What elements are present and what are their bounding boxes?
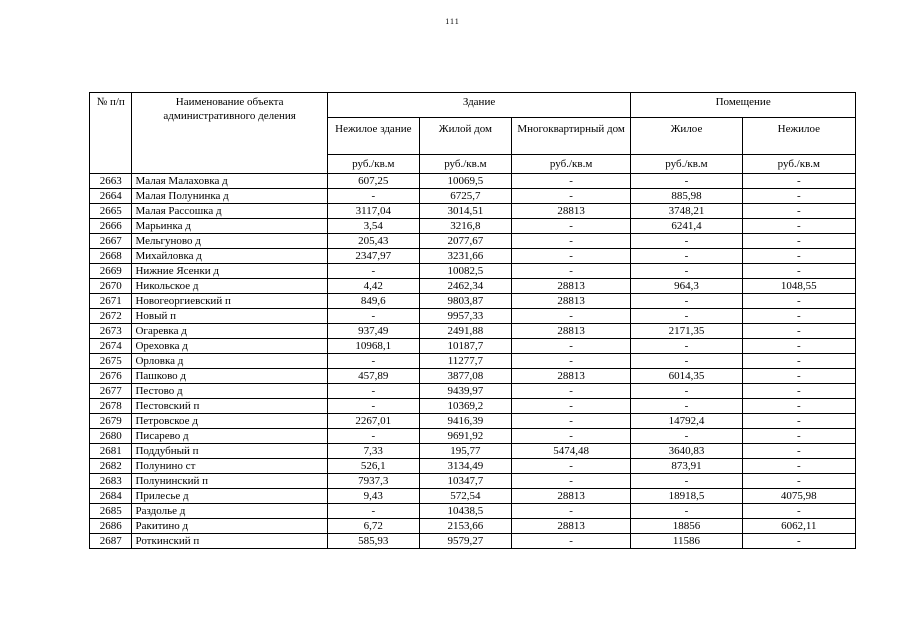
nonres-building-cost: 526,1 <box>327 459 419 474</box>
table-row <box>90 189 856 204</box>
nonres-building-cost: 3117,04 <box>327 204 419 219</box>
nonres-room-cost: - <box>742 339 855 354</box>
residential-room-cost: 11586 <box>631 534 742 549</box>
apartment-building-cost: - <box>511 399 630 414</box>
table-body <box>90 174 856 549</box>
residential-house-cost: 10438,5 <box>419 504 511 519</box>
nonres-room-cost: 6062,11 <box>742 519 855 534</box>
nonres-building-cost: 585,93 <box>327 534 419 549</box>
residential-room-cost: - <box>631 249 742 264</box>
row-number: 2665 <box>90 204 132 219</box>
nonres-building-cost: 7,33 <box>327 444 419 459</box>
residential-room-cost: - <box>631 174 742 189</box>
row-number: 2676 <box>90 369 132 384</box>
residential-house-cost: 2077,67 <box>419 234 511 249</box>
apartment-building-cost: - <box>511 249 630 264</box>
row-number: 2663 <box>90 174 132 189</box>
nonres-room-cost: 4075,98 <box>742 489 855 504</box>
residential-house-cost: 2462,34 <box>419 279 511 294</box>
residential-house-cost: 9579,27 <box>419 534 511 549</box>
nonres-room-cost: - <box>742 174 855 189</box>
residential-house-cost: 11277,7 <box>419 354 511 369</box>
unit-label: руб./кв.м <box>327 155 419 174</box>
table-row <box>90 294 856 309</box>
object-name: Малая Рассошка д <box>132 204 327 219</box>
residential-room-cost: - <box>631 474 742 489</box>
residential-house-cost: 572,54 <box>419 489 511 504</box>
object-name: Михайловка д <box>132 249 327 264</box>
residential-room-cost: - <box>631 339 742 354</box>
nonres-building-cost: - <box>327 264 419 279</box>
residential-room-cost: 885,98 <box>631 189 742 204</box>
nonres-building-cost: 6,72 <box>327 519 419 534</box>
object-name: Пашково д <box>132 369 327 384</box>
table-row <box>90 279 856 294</box>
table-row <box>90 324 856 339</box>
unit-label: руб./кв.м <box>742 155 855 174</box>
table-row <box>90 489 856 504</box>
object-name: Пестовский п <box>132 399 327 414</box>
residential-house-cost: 9439,97 <box>419 384 511 399</box>
residential-house-cost: 10069,5 <box>419 174 511 189</box>
residential-room-cost: 18918,5 <box>631 489 742 504</box>
residential-house-cost: 10347,7 <box>419 474 511 489</box>
object-name: Поддубный п <box>132 444 327 459</box>
apartment-building-cost: - <box>511 414 630 429</box>
object-name: Полунино ст <box>132 459 327 474</box>
nonres-room-cost: - <box>742 324 855 339</box>
residential-room-cost: - <box>631 354 742 369</box>
residential-room-cost: - <box>631 504 742 519</box>
row-number: 2670 <box>90 279 132 294</box>
apartment-building-cost: - <box>511 264 630 279</box>
col-header-name: Наименование объекта административного деления <box>132 93 327 174</box>
residential-room-cost: 2171,35 <box>631 324 742 339</box>
residential-house-cost: 10187,7 <box>419 339 511 354</box>
nonres-room-cost: - <box>742 189 855 204</box>
row-number: 2672 <box>90 309 132 324</box>
apartment-building-cost: 28813 <box>511 279 630 294</box>
row-number: 2687 <box>90 534 132 549</box>
residential-room-cost: 14792,4 <box>631 414 742 429</box>
residential-house-cost: 3877,08 <box>419 369 511 384</box>
table-row <box>90 249 856 264</box>
row-number: 2680 <box>90 429 132 444</box>
residential-house-cost: 9416,39 <box>419 414 511 429</box>
residential-house-cost: 3134,49 <box>419 459 511 474</box>
nonres-building-cost: - <box>327 309 419 324</box>
nonres-building-cost: 2347,97 <box>327 249 419 264</box>
residential-room-cost: - <box>631 429 742 444</box>
apartment-building-cost: - <box>511 474 630 489</box>
nonres-room-cost: - <box>742 414 855 429</box>
residential-house-cost: 195,77 <box>419 444 511 459</box>
nonres-room-cost: - <box>742 369 855 384</box>
nonres-room-cost: - <box>742 249 855 264</box>
table-row <box>90 354 856 369</box>
page-number: 111 <box>445 17 460 26</box>
nonres-room-cost: 1048,55 <box>742 279 855 294</box>
residential-house-cost: 2153,66 <box>419 519 511 534</box>
residential-house-cost: 10082,5 <box>419 264 511 279</box>
residential-room-cost: - <box>631 264 742 279</box>
row-number: 2678 <box>90 399 132 414</box>
unit-label: руб./кв.м <box>419 155 511 174</box>
nonres-building-cost: 849,6 <box>327 294 419 309</box>
nonres-room-cost: - <box>742 399 855 414</box>
residential-house-cost: 3014,51 <box>419 204 511 219</box>
nonres-room-cost: - <box>742 459 855 474</box>
table-row <box>90 399 856 414</box>
nonres-room-cost: - <box>742 504 855 519</box>
row-number: 2679 <box>90 414 132 429</box>
col-header-nonres-building: Нежилое здание <box>327 118 419 155</box>
nonres-room-cost: - <box>742 309 855 324</box>
residential-room-cost: - <box>631 309 742 324</box>
residential-room-cost: 964,3 <box>631 279 742 294</box>
col-header-number: № п/п <box>90 93 132 174</box>
row-number: 2674 <box>90 339 132 354</box>
residential-room-cost: 3748,21 <box>631 204 742 219</box>
residential-room-cost: 873,91 <box>631 459 742 474</box>
residential-room-cost: 6241,4 <box>631 219 742 234</box>
row-number: 2664 <box>90 189 132 204</box>
row-number: 2675 <box>90 354 132 369</box>
row-number: 2668 <box>90 249 132 264</box>
residential-house-cost: 10369,2 <box>419 399 511 414</box>
nonres-building-cost: - <box>327 384 419 399</box>
row-number: 2682 <box>90 459 132 474</box>
table-row <box>90 429 856 444</box>
table-row <box>90 384 856 399</box>
col-header-residential-house: Жилой дом <box>419 118 511 155</box>
residential-house-cost: 2491,88 <box>419 324 511 339</box>
nonres-room-cost: - <box>742 204 855 219</box>
nonres-room-cost: - <box>742 534 855 549</box>
apartment-building-cost: - <box>511 534 630 549</box>
apartment-building-cost: 28813 <box>511 204 630 219</box>
nonres-building-cost: - <box>327 399 419 414</box>
nonres-building-cost: 7937,3 <box>327 474 419 489</box>
table-row <box>90 459 856 474</box>
nonres-building-cost: - <box>327 504 419 519</box>
group-header-room: Помещение <box>631 93 856 118</box>
nonres-building-cost: 4,42 <box>327 279 419 294</box>
residential-house-cost: 3216,8 <box>419 219 511 234</box>
object-name: Огаревка д <box>132 324 327 339</box>
nonres-room-cost: - <box>742 429 855 444</box>
apartment-building-cost: - <box>511 174 630 189</box>
table-row <box>90 534 856 549</box>
apartment-building-cost: - <box>511 459 630 474</box>
table-row <box>90 234 856 249</box>
nonres-building-cost: - <box>327 354 419 369</box>
object-name: Мельгуново д <box>132 234 327 249</box>
apartment-building-cost: 28813 <box>511 489 630 504</box>
nonres-building-cost: 607,25 <box>327 174 419 189</box>
table-row <box>90 504 856 519</box>
nonres-building-cost: - <box>327 189 419 204</box>
table-row <box>90 309 856 324</box>
apartment-building-cost: 28813 <box>511 324 630 339</box>
apartment-building-cost: 28813 <box>511 519 630 534</box>
apartment-building-cost: - <box>511 189 630 204</box>
residential-house-cost: 9957,33 <box>419 309 511 324</box>
apartment-building-cost: 28813 <box>511 369 630 384</box>
object-name: Новый п <box>132 309 327 324</box>
nonres-building-cost: 10968,1 <box>327 339 419 354</box>
object-name: Пестово д <box>132 384 327 399</box>
row-number: 2666 <box>90 219 132 234</box>
nonres-building-cost: 205,43 <box>327 234 419 249</box>
object-name: Петровское д <box>132 414 327 429</box>
residential-house-cost: 3231,66 <box>419 249 511 264</box>
unit-label: руб./кв.м <box>631 155 742 174</box>
object-name: Ореховка д <box>132 339 327 354</box>
residential-house-cost: 9803,87 <box>419 294 511 309</box>
nonres-building-cost: 2267,01 <box>327 414 419 429</box>
nonres-room-cost: - <box>742 219 855 234</box>
nonres-room-cost: - <box>742 444 855 459</box>
object-name: Малая Полунинка д <box>132 189 327 204</box>
row-number: 2669 <box>90 264 132 279</box>
residential-room-cost: - <box>631 234 742 249</box>
table-row <box>90 204 856 219</box>
nonres-room-cost: - <box>742 264 855 279</box>
object-name: Прилесье д <box>132 489 327 504</box>
object-name: Нижние Ясенки д <box>132 264 327 279</box>
residential-room-cost: - <box>631 384 742 399</box>
residential-room-cost: - <box>631 294 742 309</box>
group-header-building: Здание <box>327 93 631 118</box>
object-name: Никольское д <box>132 279 327 294</box>
col-header-residential-room: Жилое <box>631 118 742 155</box>
table-row <box>90 474 856 489</box>
apartment-building-cost: 5474,48 <box>511 444 630 459</box>
apartment-building-cost: - <box>511 234 630 249</box>
object-name: Марьинка д <box>132 219 327 234</box>
table-row <box>90 174 856 189</box>
table-row <box>90 444 856 459</box>
table-row <box>90 339 856 354</box>
nonres-building-cost: 9,43 <box>327 489 419 504</box>
nonres-building-cost: 457,89 <box>327 369 419 384</box>
unit-label: руб./кв.м <box>511 155 630 174</box>
table-row <box>90 369 856 384</box>
object-name: Писарево д <box>132 429 327 444</box>
residential-house-cost: 6725,7 <box>419 189 511 204</box>
apartment-building-cost: - <box>511 219 630 234</box>
apartment-building-cost: - <box>511 339 630 354</box>
row-number: 2683 <box>90 474 132 489</box>
row-number: 2673 <box>90 324 132 339</box>
residential-house-cost: 9691,92 <box>419 429 511 444</box>
apartment-building-cost: 28813 <box>511 294 630 309</box>
object-name: Раздолье д <box>132 504 327 519</box>
row-number: 2667 <box>90 234 132 249</box>
apartment-building-cost: - <box>511 384 630 399</box>
object-name: Полунинский п <box>132 474 327 489</box>
cost-table <box>89 92 856 549</box>
table-row <box>90 519 856 534</box>
apartment-building-cost: - <box>511 354 630 369</box>
object-name: Роткинский п <box>132 534 327 549</box>
nonres-room-cost: - <box>742 474 855 489</box>
row-number: 2677 <box>90 384 132 399</box>
residential-room-cost: 6014,35 <box>631 369 742 384</box>
apartment-building-cost: - <box>511 309 630 324</box>
table-row <box>90 219 856 234</box>
object-name: Малая Малаховка д <box>132 174 327 189</box>
nonres-building-cost: 937,49 <box>327 324 419 339</box>
row-number: 2671 <box>90 294 132 309</box>
residential-room-cost: 18856 <box>631 519 742 534</box>
object-name: Ракитино д <box>132 519 327 534</box>
apartment-building-cost: - <box>511 504 630 519</box>
nonres-room-cost: - <box>742 294 855 309</box>
table-row <box>90 414 856 429</box>
nonres-room-cost: - <box>742 234 855 249</box>
nonres-room-cost: - <box>742 384 855 399</box>
col-header-nonres-room: Нежилое <box>742 118 855 155</box>
nonres-building-cost: - <box>327 429 419 444</box>
apartment-building-cost: - <box>511 429 630 444</box>
col-header-apartment-building: Многоквартирный дом <box>511 118 630 155</box>
residential-room-cost: - <box>631 399 742 414</box>
object-name: Орловка д <box>132 354 327 369</box>
object-name: Новогеоргиевский п <box>132 294 327 309</box>
row-number: 2685 <box>90 504 132 519</box>
table-row <box>90 264 856 279</box>
residential-room-cost: 3640,83 <box>631 444 742 459</box>
nonres-room-cost: - <box>742 354 855 369</box>
row-number: 2681 <box>90 444 132 459</box>
nonres-building-cost: 3,54 <box>327 219 419 234</box>
row-number: 2684 <box>90 489 132 504</box>
row-number: 2686 <box>90 519 132 534</box>
